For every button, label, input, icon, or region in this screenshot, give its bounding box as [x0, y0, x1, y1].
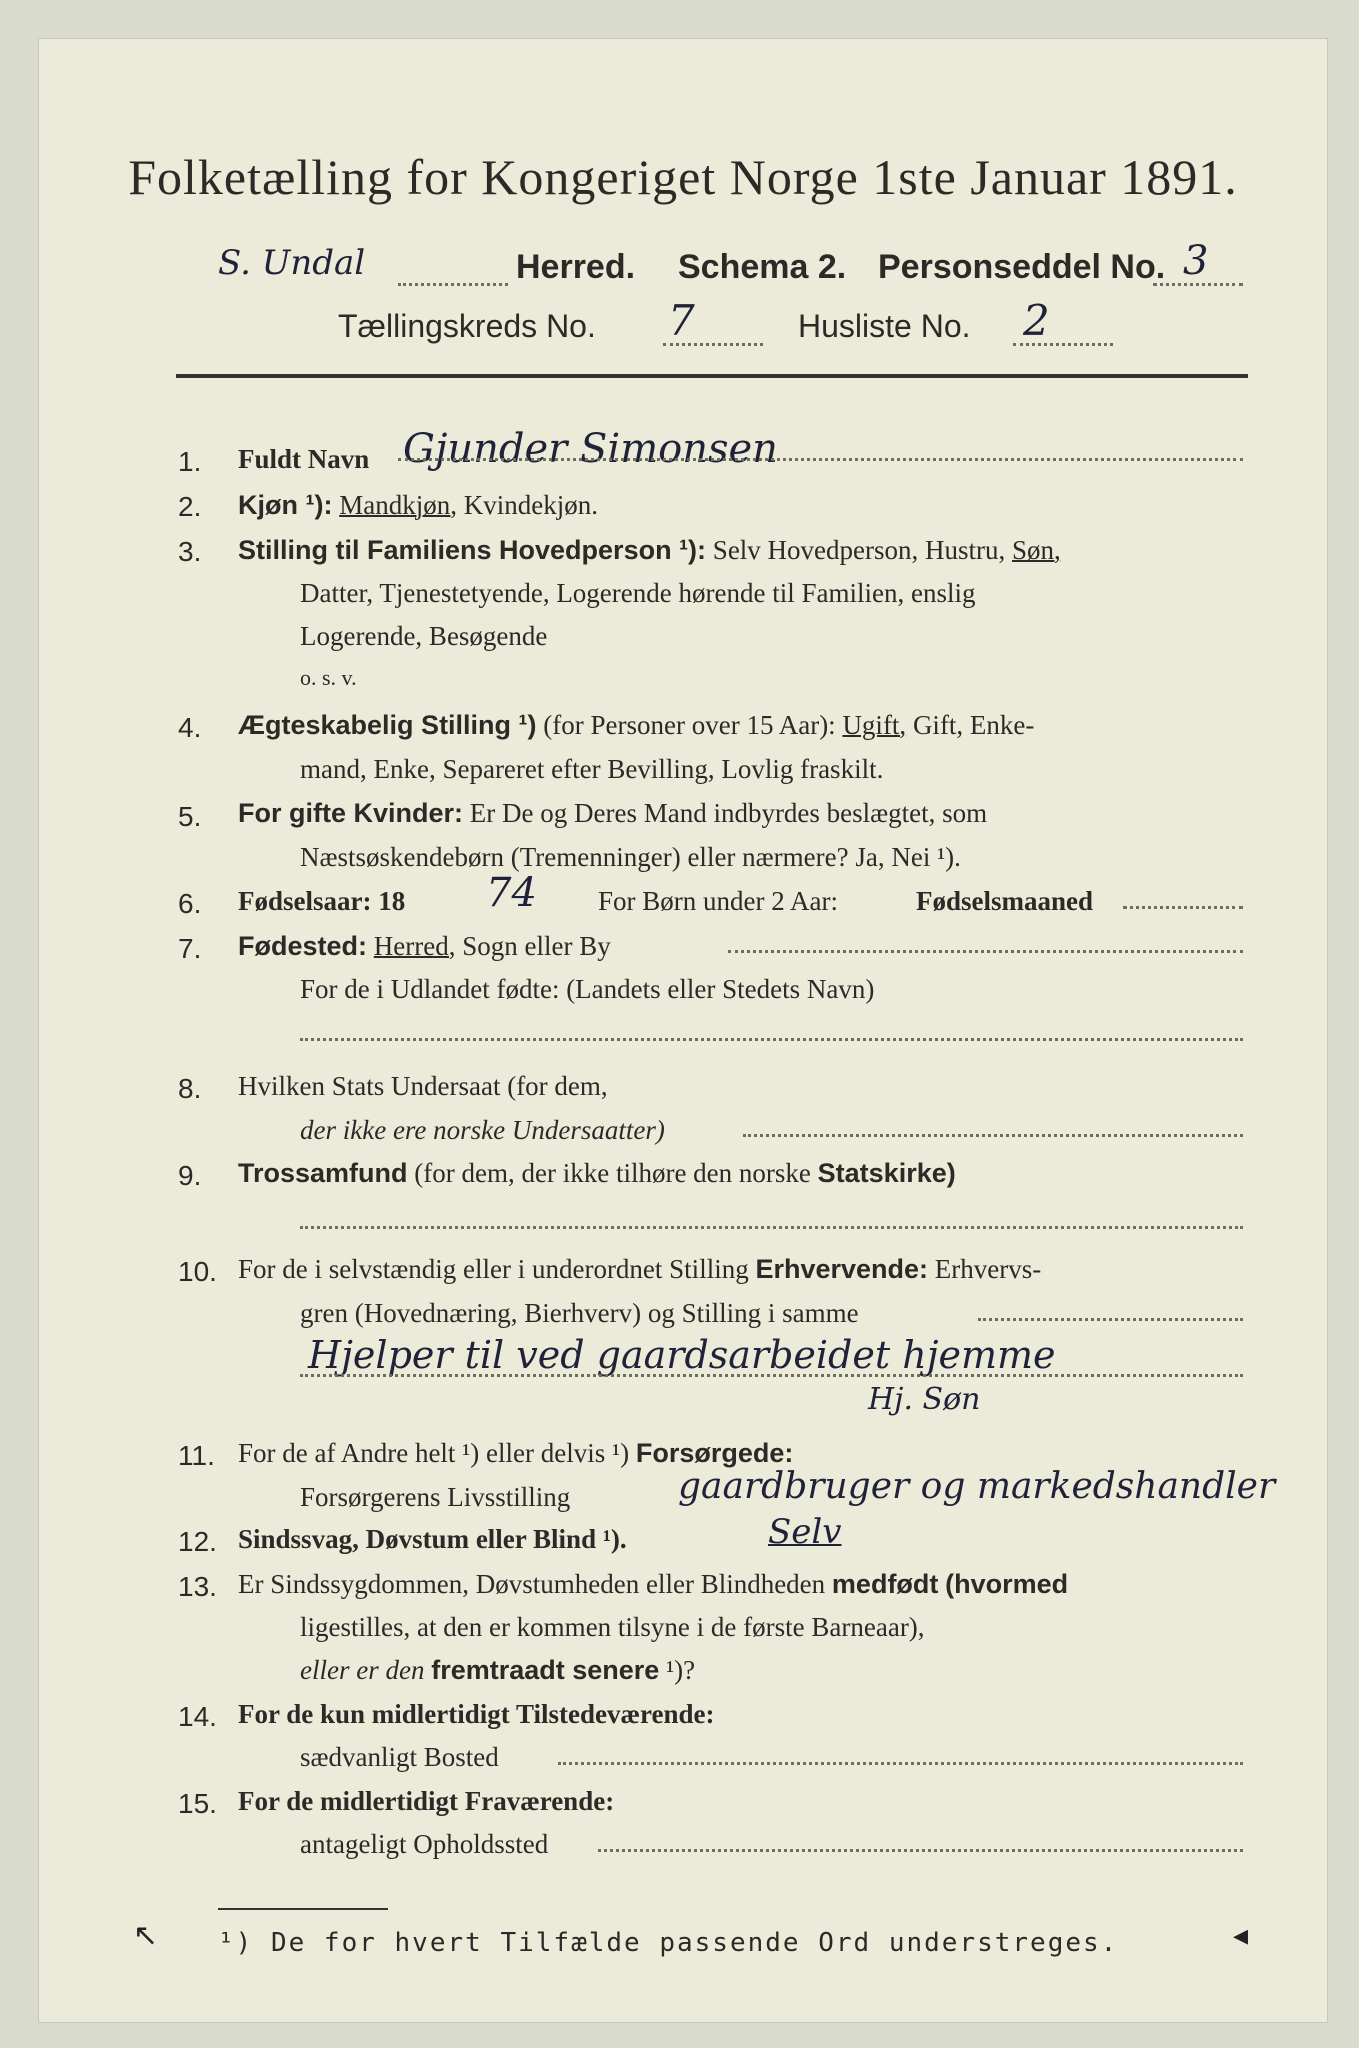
q2-row [238, 490, 598, 521]
q13-line3a: eller er den [300, 1655, 425, 1685]
form-title: Folketælling for Kongeriget Norge 1ste Januar 1891. [128, 149, 1238, 205]
q9-tail: Statskirke) [817, 1158, 956, 1188]
q2-option-kvindekjon: Kvindekjøn. [463, 490, 598, 520]
q3-options-line2: Datter, Tjenestetyende, Logerende hørende til Familien, enslig [300, 578, 976, 608]
q15-dots [598, 1849, 1243, 1852]
q4-number: 4. [178, 712, 202, 743]
q4-options-line2: mand, Enke, Separeret efter Bevilling, Lovlig fraskilt. [300, 754, 884, 784]
q2-number: 2. [178, 491, 202, 522]
header-rule [176, 374, 1248, 378]
personseddel-dots [1153, 283, 1243, 286]
q2-label: Kjøn ¹): [238, 490, 333, 520]
q6-label: Fødselsaar: 18 [238, 886, 406, 916]
q7-label: Fødested: [238, 931, 368, 961]
schema-label: Schema 2. [678, 248, 847, 286]
q11-value: gaardbruger og markedshandler [678, 1466, 1276, 1507]
q10-line2: gren (Hovednæring, Bierhverv) og Stilling i samme [300, 1298, 859, 1328]
herred-value: S. Undal [218, 243, 366, 283]
q10-bold1: Erhvervende: [755, 1254, 929, 1284]
q4-row1 [238, 710, 1034, 741]
q14-label: For de kun midlertidigt Tilstedeværende: [238, 1699, 715, 1729]
q3-label: Stilling til Familiens Hovedperson ¹): [238, 535, 707, 565]
q7-rest: Sogn eller By [462, 931, 611, 961]
q13-number: 13. [178, 1571, 217, 1602]
q9-rest: (for dem, der ikke tilhøre den norske [414, 1158, 811, 1188]
q10-dots [978, 1318, 1243, 1321]
q5-number: 5. [178, 801, 202, 832]
personseddel-label: Personseddel No. [878, 248, 1166, 286]
personseddel-value: 3 [1183, 238, 1209, 284]
herred-dots [398, 283, 508, 286]
q4-options-rest: Gift, Enke- [912, 710, 1035, 740]
q10-line1: For de i selvstændig eller i underordnet Stilling [238, 1254, 749, 1284]
husliste-dots [1013, 343, 1113, 346]
q4-option-ugift: Ugift, [842, 710, 907, 740]
q7-dots2 [300, 1038, 1243, 1041]
q3-number: 3. [178, 536, 202, 567]
q14-line2: sædvanligt Bosted [300, 1742, 499, 1772]
q11-line1: For de af Andre helt ¹) eller delvis ¹) [238, 1438, 630, 1468]
q7-option-herred: Herred, [373, 931, 456, 961]
q6-number: 6. [178, 888, 202, 919]
husliste-label: Husliste No. [798, 308, 971, 344]
q8-number: 8. [178, 1073, 202, 1104]
q8-line1rest: (for dem, [507, 1071, 608, 1101]
q8-row1 [238, 1071, 608, 1102]
corner-mark-left: ↖ [133, 1918, 159, 1953]
kreds-dots [663, 343, 763, 346]
q9-row [238, 1158, 956, 1189]
q12-number: 12. [178, 1526, 217, 1557]
q2-option-mandkjon: Mandkjøn, [339, 490, 457, 520]
q15-label: For de midlertidigt Fraværende: [238, 1786, 615, 1816]
husliste-value: 2 [1023, 296, 1050, 345]
q14-number: 14. [178, 1701, 217, 1732]
q10-value2: Hj. Søn [868, 1382, 981, 1417]
kreds-label: Tællingskreds No. [338, 308, 596, 344]
q5-line2: Næstsøskendebørn (Tremenninger) eller nærmere? Ja, Nei ¹). [300, 842, 961, 872]
q13-line2: ligestilles, at den er kommen tilsyne i de første Barneaar), [300, 1612, 925, 1642]
q11-number: 11. [178, 1440, 215, 1471]
header-herred-row [218, 243, 365, 283]
q3-option-son: Søn, [1012, 535, 1061, 565]
q6-year-value: 74 [486, 870, 537, 916]
q9-dots [300, 1226, 1243, 1229]
footnote-rule [218, 1908, 388, 1910]
q11-line2: Forsørgerens Livsstilling [300, 1482, 571, 1512]
q10-row1 [238, 1254, 1041, 1285]
q8-label: Hvilken Stats Undersaat [238, 1071, 501, 1101]
herred-label: Herred. [516, 248, 636, 286]
census-form-sheet [38, 38, 1328, 2023]
q7-number: 7. [178, 933, 202, 964]
q11-bold1: Forsørgede: [635, 1438, 794, 1468]
corner-mark-right: ◂ [1233, 1918, 1249, 1953]
q15-number: 15. [178, 1788, 217, 1819]
kreds-value: 7 [668, 296, 695, 345]
q14-dots [558, 1762, 1243, 1765]
q1-number: 1. [178, 446, 202, 477]
q3-options-line1: Selv Hovedperson, Hustru, [712, 535, 1006, 565]
q1-label: Fuldt Navn [238, 444, 370, 474]
q4-pre: (for Personer over 15 Aar): [543, 710, 836, 740]
q5-row1 [238, 798, 987, 829]
q3-options-line4: o. s. v. [300, 665, 357, 690]
q6-label2: Fødselsmaaned [916, 886, 1094, 916]
q9-number: 9. [178, 1160, 202, 1191]
q1-name-value: Gjunder Simonsen [403, 426, 778, 472]
q4-label: Ægteskabelig Stilling ¹) [238, 710, 537, 740]
q15-line2: antageligt Opholdssted [300, 1829, 549, 1859]
q6-dots [1123, 906, 1243, 909]
q9-label: Trossamfund [238, 1158, 408, 1188]
q7-dots [728, 950, 1243, 953]
q13-tail1: (hvormed [945, 1569, 1069, 1599]
q1-dots [398, 458, 1243, 461]
footnote: ¹) De for hvert Tilfælde passende Ord understreges. [218, 1928, 1119, 1958]
q12-value: Selv [768, 1512, 842, 1552]
q5-line1: Er De og Deres Mand indbyrdes beslægtet, som [469, 798, 988, 828]
q7-line2: For de i Udlandet fødte: (Landets eller Stedets Navn) [300, 974, 875, 1004]
q7-row1 [238, 931, 611, 962]
q8-line2: der ikke ere norske Undersaatter) [300, 1115, 665, 1145]
q13-line1: Er Sindssygdommen, Døvstumheden eller Blindheden [238, 1569, 826, 1599]
q13-row3 [300, 1655, 695, 1686]
q5-label: For gifte Kvinder: [238, 798, 464, 828]
q13-line3c: ¹)? [666, 1655, 696, 1685]
q10-dots2 [300, 1374, 1243, 1377]
q10-number: 10. [178, 1256, 217, 1287]
q6-rest: For Børn under 2 Aar: [598, 886, 838, 916]
q8-dots [743, 1134, 1243, 1137]
q11-row1 [238, 1438, 793, 1469]
q13-row1 [238, 1569, 1068, 1600]
q13-bold1: medfødt [831, 1569, 939, 1599]
q3-row1 [238, 535, 1061, 566]
q13-line3b: fremtraadt senere [431, 1655, 660, 1685]
q10-value: Hjelper til ved gaardsarbeidet hjemme [308, 1333, 1056, 1377]
q10-tail1: Erhvervs- [934, 1254, 1042, 1284]
q12-label: Sindssvag, Døvstum eller Blind ¹). [238, 1524, 627, 1554]
q3-options-line3: Logerende, Besøgende [300, 621, 548, 651]
